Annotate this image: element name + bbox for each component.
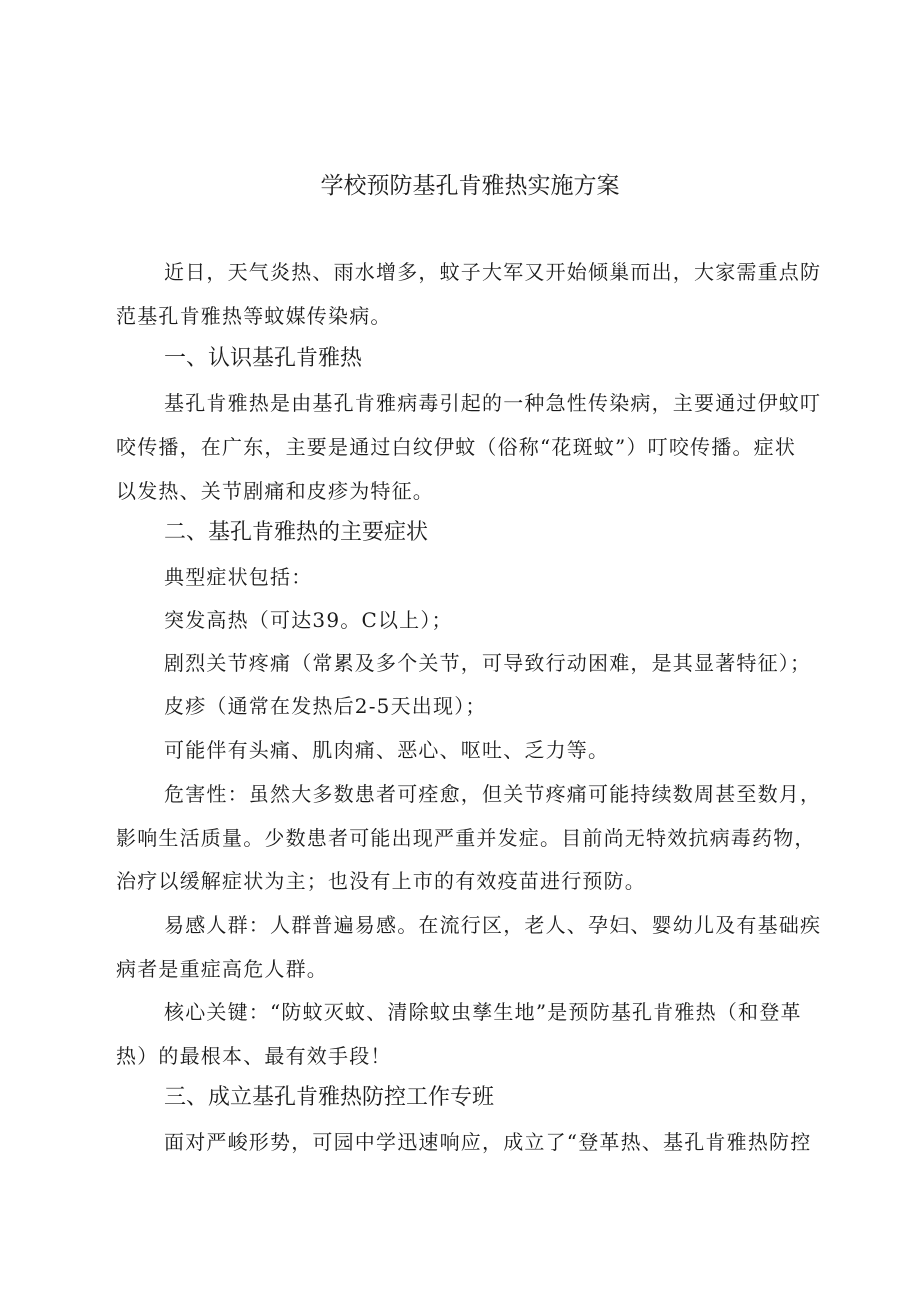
section-heading: 一、认识基孔肯雅热 xyxy=(164,346,363,371)
paragraph-line: 易感人群：人群普遍易感。在流行区，老人、孕妇、婴幼儿及有基础疾 xyxy=(164,913,822,937)
paragraph-line: 基孔肯雅热是由基孔肯雅病毒引起的一种急性传染病，主要通过伊蚊叮 xyxy=(164,391,822,415)
paragraph-line: 面对严峻形势，可园中学迅速响应，成立了“登革热、基孔肯雅热防控 xyxy=(164,1130,812,1154)
paragraph-line: 危害性：虽然大多数患者可痊愈，但关节疼痛可能持续数周甚至数月， xyxy=(164,782,822,806)
paragraph-line: 典型症状包括： xyxy=(164,565,313,589)
section-heading: 三、成立基孔肯雅热防控工作专班 xyxy=(164,1085,495,1110)
symptom-line: 皮疹（通常在发热后2-5天出现）； xyxy=(164,694,487,718)
paragraph-line: 热）的最根本、最有效手段！ xyxy=(116,1044,392,1068)
symptom-line: 剧烈关节疼痛（常累及多个关节，可导致行动困难，是其显著特征）； xyxy=(164,651,812,675)
paragraph-line: 以发热、关节剧痛和皮疹为特征。 xyxy=(116,479,434,503)
paragraph-line: 影响生活质量。少数患者可能出现严重并发症。目前尚无特效抗病毒药物， xyxy=(116,826,816,850)
symptom-line: 突发高热（可达39。C以上）； xyxy=(164,608,453,632)
symptom-line: 可能伴有头痛、肌肉痛、恶心、呕吐、乏力等。 xyxy=(164,738,610,762)
paragraph-line: 咬传播，在广东，主要是通过白纹伊蚊（俗称“花斑蚊”）叮咬传播。症状 xyxy=(116,435,797,459)
document-title: 学校预防基孔肯雅热实施方案 xyxy=(320,173,620,199)
paragraph-line: 核心关键：“防蚊灭蚊、清除蚊虫孳生地”是预防基孔肯雅热（和登革 xyxy=(164,1000,802,1024)
section-heading: 二、基孔肯雅热的主要症状 xyxy=(164,520,429,545)
paragraph-line: 治疗以缓解症状为主；也没有上市的有效疫苗进行预防。 xyxy=(116,869,646,893)
paragraph-line: 病者是重症高危人群。 xyxy=(116,957,328,981)
intro-line: 范基孔肯雅热等蚊媒传染病。 xyxy=(116,304,392,328)
intro-line: 近日，天气炎热、雨水增多，蚊子大军又开始倾巢而出，大家需重点防 xyxy=(164,260,822,284)
